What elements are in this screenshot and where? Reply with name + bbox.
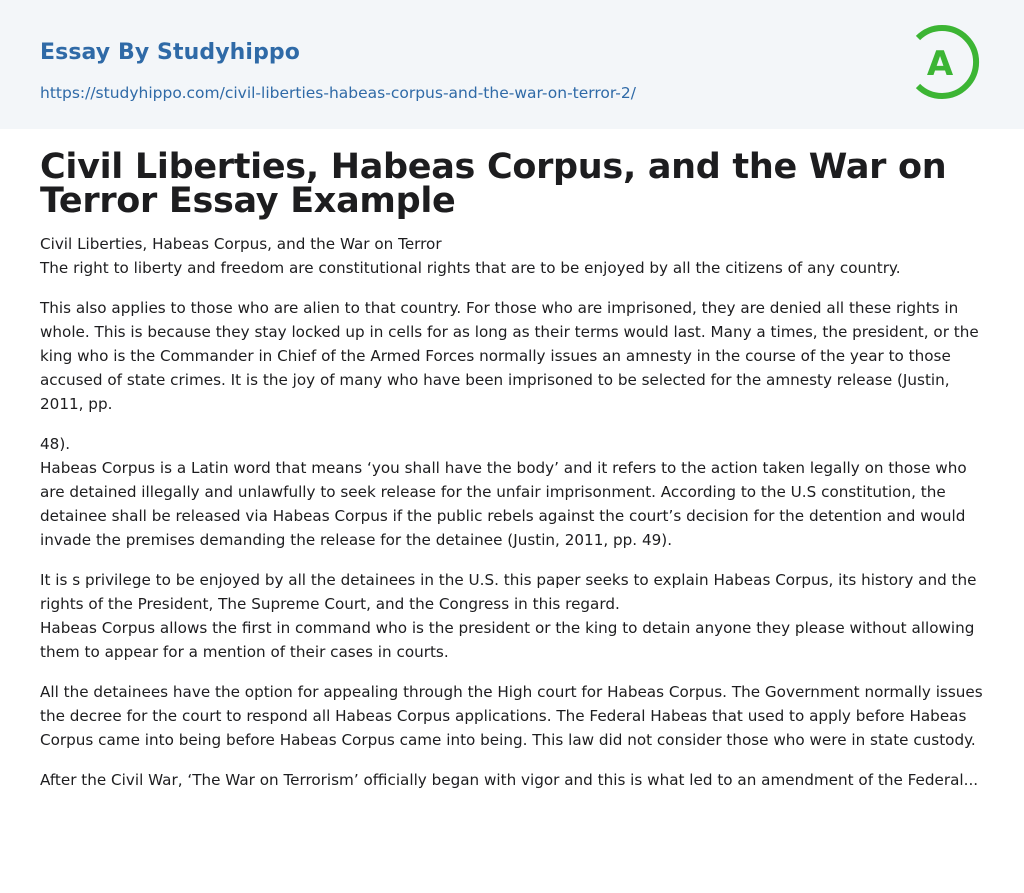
- paragraph-line: It is s privilege to be enjoyed by all the detainees in the U.S. this paper seeks to explain Habeas Corpus, its history and the rights of the President, The Supreme Court, and the Congress in this regard.: [40, 571, 977, 613]
- brand-link[interactable]: Essay By Studyhippo: [40, 40, 300, 65]
- article-body: [40, 232, 984, 792]
- article-title: Civil Liberties, Habeas Corpus, and the War on Terror Essay Example: [40, 147, 947, 221]
- paragraph-line: All the detainees have the option for appealing through the High court for Habeas Corpus. The Government normally issues the decree for the court to respond all Habeas Corpus applications. The Federal Habeas that used to apply before Habeas Corpus came into being before Habeas Corpus came into being. This law did not consider those who were in state custody.: [40, 683, 983, 749]
- paragraph-line: The right to liberty and freedom are constitutional rights that are to be enjoyed by all the citizens of any country.: [40, 259, 901, 277]
- site-header: [0, 0, 1024, 129]
- article: [40, 147, 984, 808]
- paragraph-line: Habeas Corpus allows the first in command who is the president or the king to detain anyone they please without allowing them to appear for a mention of their cases in courts.: [40, 619, 975, 661]
- paragraph-line: 48).: [40, 435, 71, 453]
- paragraph: [40, 680, 984, 752]
- paragraph: [40, 232, 984, 280]
- paragraph-line: This also applies to those who are alien to that country. For those who are imprisoned, they are denied all these rights in whole. This is because they stay locked up in cells for as long as their terms would last. Many a times, the president, or the king who is the Commander in Chief of the Armed Forces normally issues an amnesty in the course of the year to those accused of state crimes. It is the joy of many who have been imprisoned to be selected for the amnesty release (Justin, 2011, pp.: [40, 299, 979, 413]
- paragraph: [40, 568, 984, 664]
- paragraph: [40, 768, 984, 792]
- studyhippo-logo-icon[interactable]: [912, 18, 988, 106]
- logo-letter: A: [926, 44, 954, 84]
- page-url-link[interactable]: https://studyhippo.com/civil-liberties-habeas-corpus-and-the-war-on-terror-2/: [40, 84, 636, 102]
- paragraph-line: Civil Liberties, Habeas Corpus, and the War on Terror: [40, 235, 442, 253]
- paragraph-line: Habeas Corpus is a Latin word that means ‘you shall have the body’ and it refers to the action taken legally on those who are detained illegally and unlawfully to seek release for the unfair imprisonment. According to the U.S constitution, the detainee shall be released via Habeas Corpus if the public rebels against the court’s decision for the detention and would invade the premises demanding the release for the detainee (Justin, 2011, pp. 49).: [40, 459, 967, 549]
- paragraph: [40, 296, 984, 416]
- paragraph: [40, 432, 984, 552]
- paragraph-line: After the Civil War, ‘The War on Terrorism’ officially began with vigor and this is what led to an amendment of the Federal...: [40, 771, 979, 789]
